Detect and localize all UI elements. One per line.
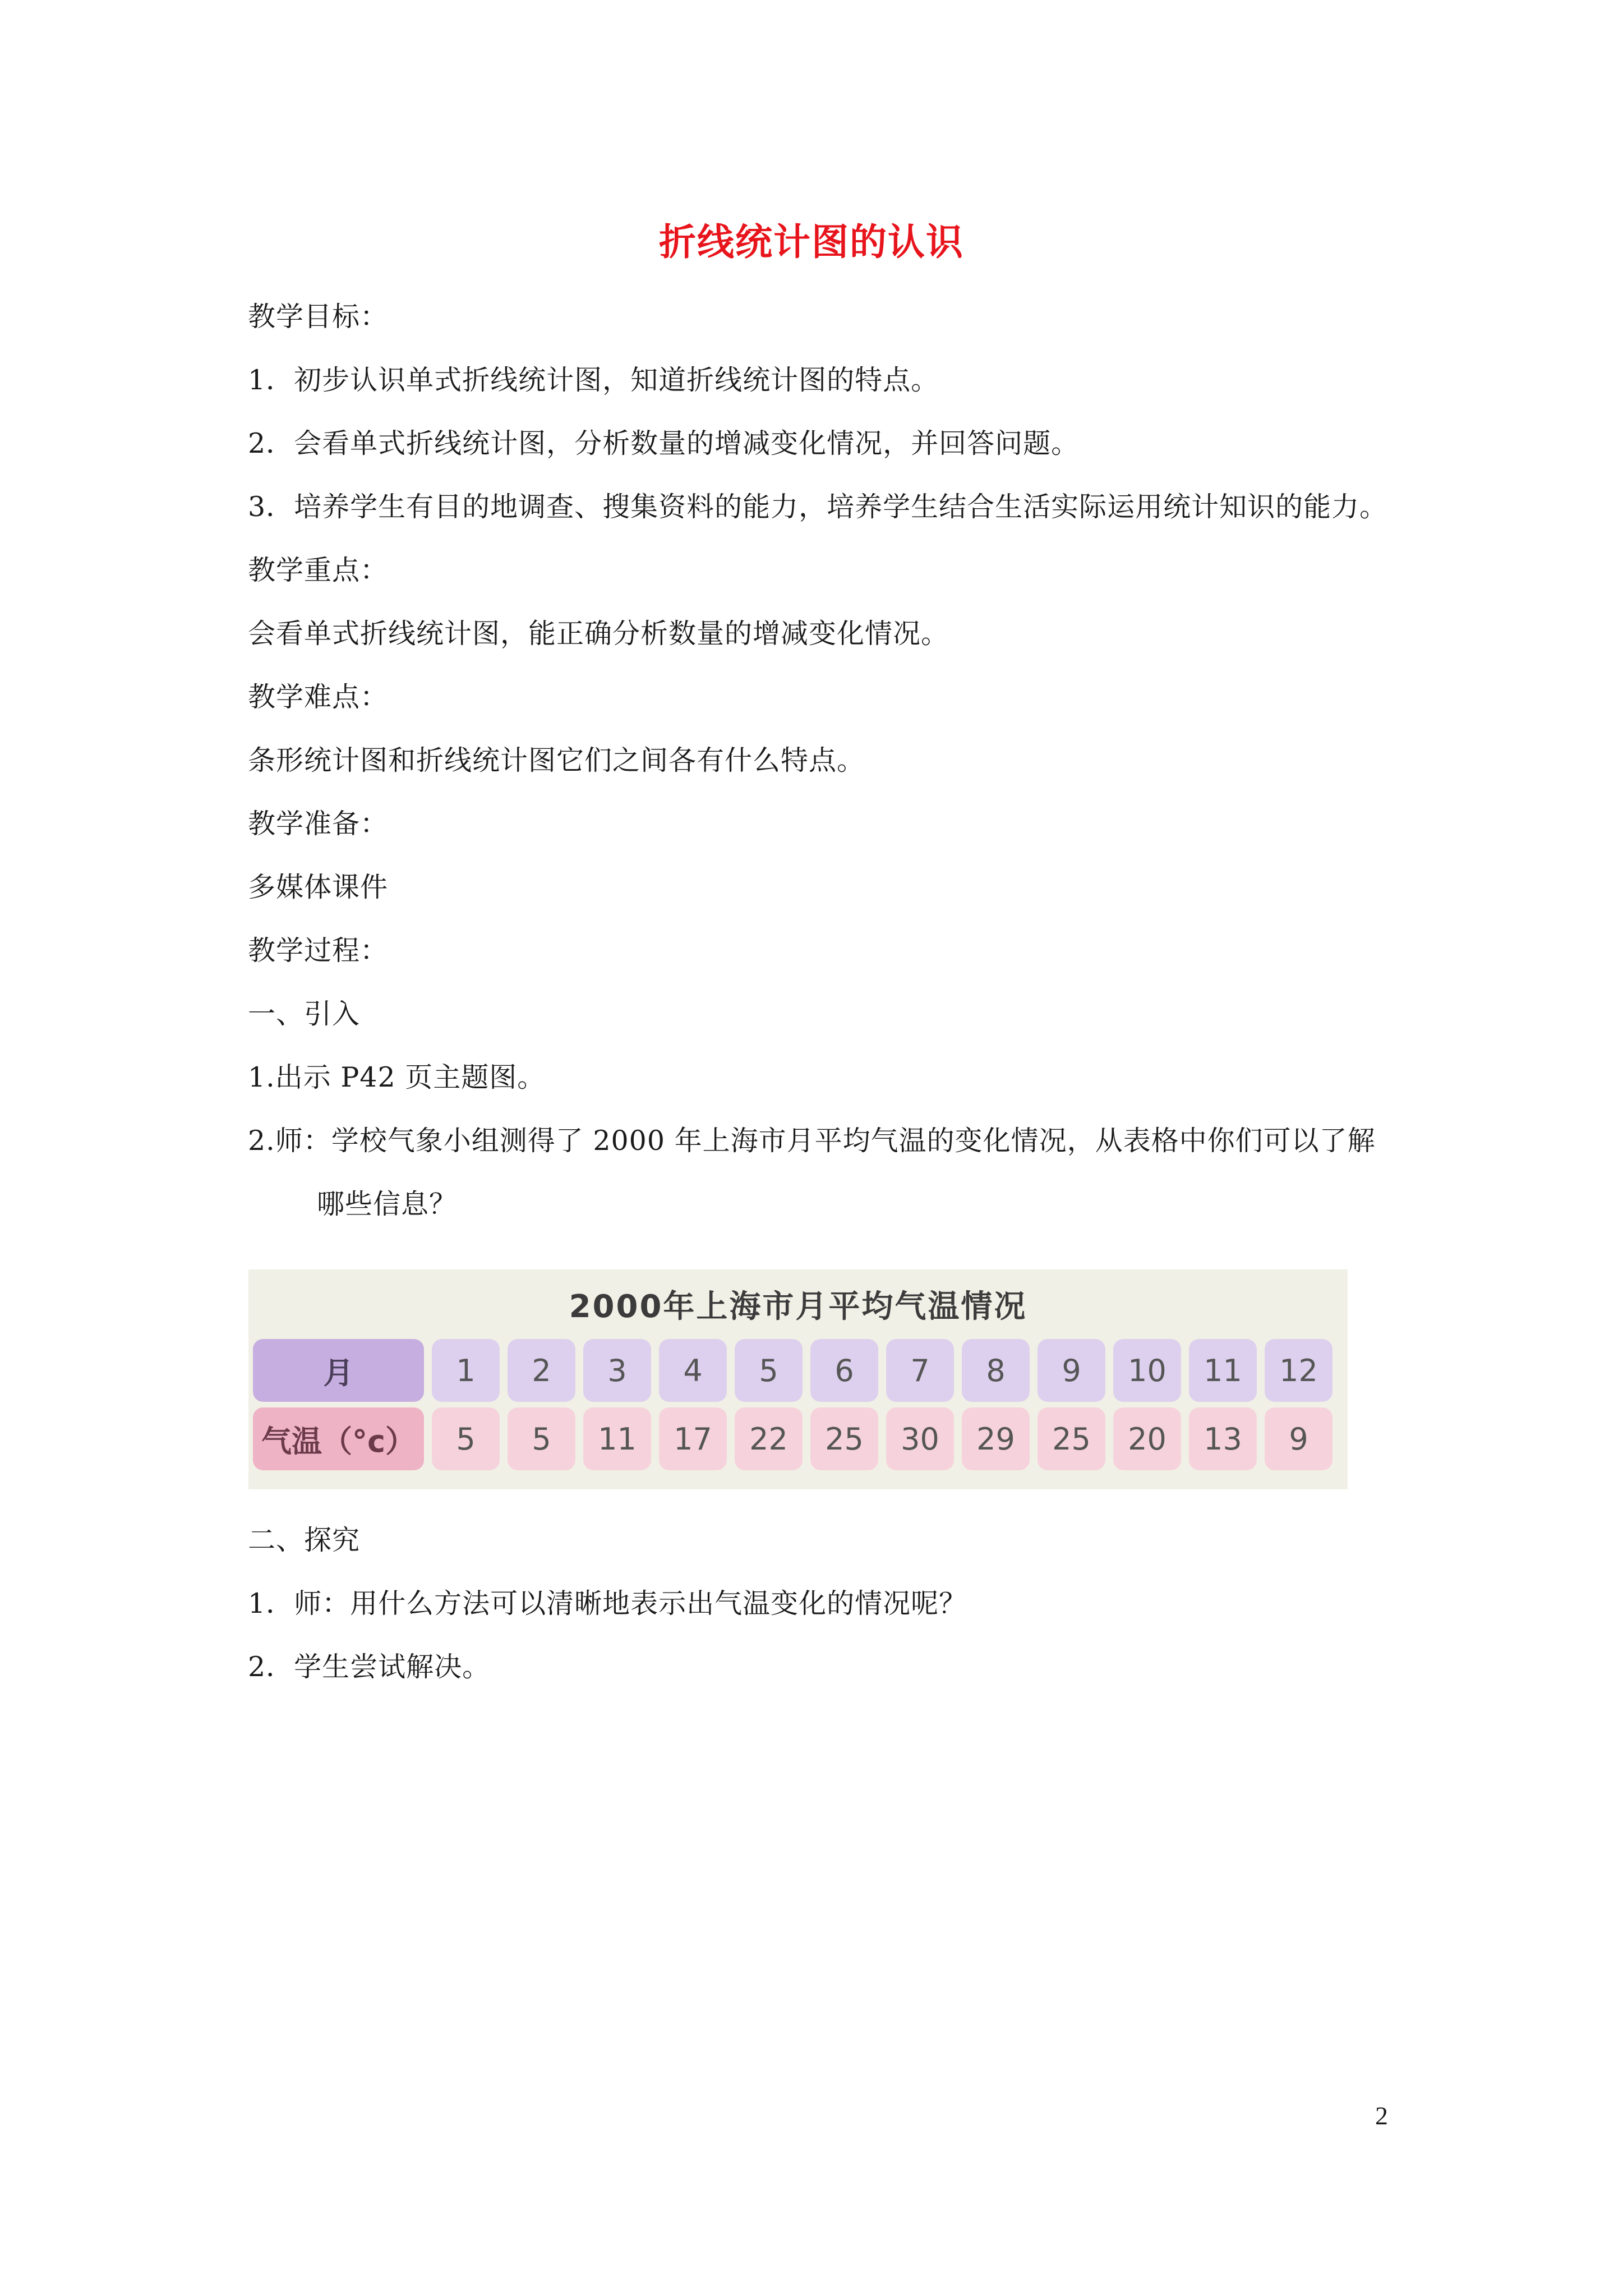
page-number: 2 [1375, 2101, 1388, 2130]
temperature-cell: 9 [1265, 1407, 1332, 1470]
temperature-header-cell: 气温（°c） [253, 1407, 424, 1470]
temperature-table [248, 1269, 1348, 1489]
month-cell: 8 [962, 1339, 1030, 1402]
month-cell: 10 [1113, 1339, 1181, 1402]
temperature-cell: 5 [508, 1407, 575, 1470]
month-cell: 6 [810, 1339, 878, 1402]
month-cell: 4 [659, 1339, 727, 1402]
temperature-cell: 25 [810, 1407, 878, 1470]
part-two-step-2: 2．学生尝试解决。 [248, 1651, 491, 1683]
part-two-heading: 二、探究 [248, 1524, 361, 1556]
objective-3: 3．培养学生有目的地调查、搜集资料的能力，培养学生结合生活实际运用统计知识的能力。 [248, 491, 1388, 523]
part-one-step-2: 2.师：学校气象小组测得了 2000 年上海市月平均气温的变化情况，从表格中你们可以了解 [248, 1125, 1376, 1157]
month-cell: 12 [1265, 1339, 1332, 1402]
month-cell: 3 [583, 1339, 651, 1402]
temperature-cell: 13 [1189, 1407, 1257, 1470]
temperature-cell: 17 [659, 1407, 727, 1470]
month-cell: 11 [1189, 1339, 1257, 1402]
temperature-row [253, 1407, 1332, 1470]
section-heading-difficulties: 教学难点： [248, 681, 389, 713]
document-title: 折线统计图的认识 [659, 220, 964, 264]
temperature-cell: 20 [1113, 1407, 1181, 1470]
month-cell: 7 [886, 1339, 954, 1402]
temperature-cell: 5 [432, 1407, 500, 1470]
section-heading-objectives: 教学目标： [248, 301, 389, 333]
objective-2: 2．会看单式折线统计图，分析数量的增减变化情况，并回答问题。 [248, 427, 1080, 459]
difficulty-text: 条形统计图和折线统计图它们之间各有什么特点。 [248, 744, 865, 776]
part-one-step-1: 1.出示 P42 页主题图。 [248, 1061, 546, 1093]
section-heading-process: 教学过程： [248, 935, 389, 967]
objective-1: 1．初步认识单式折线统计图，知道折线统计图的特点。 [248, 364, 939, 396]
month-cell: 5 [735, 1339, 803, 1402]
month-header-cell: 月 [253, 1339, 424, 1402]
temperature-cell: 30 [886, 1407, 954, 1470]
preparation-text: 多媒体课件 [248, 871, 389, 903]
temperature-cell: 11 [583, 1407, 651, 1470]
temperature-cell: 22 [735, 1407, 803, 1470]
month-cell: 2 [508, 1339, 575, 1402]
key-point-text: 会看单式折线统计图，能正确分析数量的增减变化情况。 [248, 618, 949, 650]
section-heading-preparation: 教学准备： [248, 808, 389, 840]
part-two-step-1: 1．师：用什么方法可以清晰地表示出气温变化的情况呢？ [248, 1588, 967, 1619]
month-row [253, 1339, 1332, 1402]
temperature-cell: 25 [1038, 1407, 1105, 1470]
month-cell: 1 [432, 1339, 500, 1402]
temperature-cell: 29 [962, 1407, 1030, 1470]
month-cell: 9 [1038, 1339, 1105, 1402]
part-one-step-2-continued: 哪些信息？ [317, 1188, 458, 1220]
part-one-heading: 一、引入 [248, 998, 361, 1030]
section-heading-key-points: 教学重点： [248, 554, 389, 586]
table-caption: 2000年上海市月平均气温情况 [569, 1289, 1027, 1325]
